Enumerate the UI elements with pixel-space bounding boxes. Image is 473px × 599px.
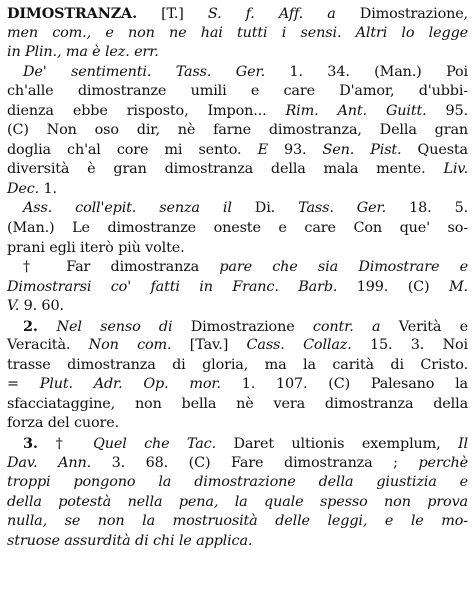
text-line — [7, 4, 468, 24]
text-run: sfacciataggine, non bella nè vera dimostranza della — [7, 395, 468, 412]
text-line — [7, 532, 468, 552]
text-run: † — [55, 436, 94, 453]
text-line — [7, 414, 468, 434]
italic-text: contr. a — [312, 318, 381, 335]
italic-text: S. f. Aff. a — [207, 6, 336, 22]
text-line — [7, 278, 468, 298]
text-run: = — [7, 376, 40, 393]
italic-text: Liv. — [443, 161, 468, 178]
italic-text: Dec. — [7, 180, 40, 197]
headword: 2. — [23, 317, 57, 335]
italic-text: Ass. coll'epit. senza il — [23, 200, 232, 217]
text-line — [7, 512, 468, 532]
text-run: 95. — [426, 102, 468, 119]
text-run: doglia ch'al core mi sento. — [7, 141, 258, 158]
italic-text: nulla, se non la mostruosità delle leggi, e le mo- — [7, 513, 468, 530]
text-run: 1. 34. (Man.) Poi — [265, 63, 468, 80]
text-line — [7, 102, 468, 122]
text-run: (C) Non oso dir, nè farne dimostranza, Della gran — [7, 122, 468, 139]
text-line — [7, 199, 468, 219]
text-run: Dimostrazione, — [335, 6, 468, 22]
text-line — [7, 297, 468, 317]
text-line — [7, 434, 468, 454]
text-run: 199. (C) — [337, 278, 449, 295]
italic-text: Nel senso di — [56, 318, 173, 335]
italic-text: Rim. Ant. Guitt. — [285, 102, 427, 119]
italic-text: M. — [448, 278, 468, 295]
text-run: ch'alle dimostranze umili e care D'amor, d'ubbi- — [7, 83, 468, 100]
text-line — [7, 160, 468, 180]
text-run: trasse dimostranza di gloria, ma la carità di Cristo. — [7, 356, 468, 373]
headword: 3. — [23, 435, 56, 453]
text-line — [7, 336, 468, 356]
text-line — [7, 219, 468, 239]
text-line — [7, 180, 468, 200]
text-line — [7, 63, 468, 83]
headword: DIMOSTRANZA. — [7, 5, 137, 22]
text-run: 1. 107. (C) Palesano la — [220, 376, 468, 393]
text-run: 18. 5. — [386, 200, 468, 217]
text-run: Dimostrazione — [172, 318, 313, 335]
text-line — [7, 43, 468, 63]
italic-text: Non com. — [88, 337, 172, 354]
text-run: 3. 68. (C) Fare dimostranza ; — [91, 454, 419, 471]
italic-text: De' sentimenti. Tass. Ger. — [23, 63, 266, 80]
italic-text: troppi pongono la dimostrazione della giustizia e — [7, 474, 468, 491]
text-run: dienza ebbe risposto, Impon... — [7, 102, 286, 119]
italic-text: perchè — [418, 454, 468, 471]
italic-text: Quel che Tac. — [93, 436, 217, 453]
italic-text: Dav. Ann. — [7, 454, 92, 471]
text-line — [7, 82, 468, 102]
text-line — [7, 317, 468, 337]
text-line — [7, 356, 468, 376]
text-line — [7, 473, 468, 493]
italic-text: Il — [458, 436, 468, 453]
text-run: Di. — [231, 200, 299, 217]
text-line — [7, 375, 468, 395]
italic-text: men com., e non ne hai tutti i sensi. Altri lo legge — [7, 24, 468, 41]
italic-text: V. — [7, 298, 20, 315]
text-run: [Tav.] — [171, 337, 247, 354]
text-line — [7, 121, 468, 141]
text-line — [7, 454, 468, 474]
text-line — [7, 395, 468, 415]
text-line — [7, 141, 468, 161]
text-line — [7, 239, 468, 259]
text-line — [7, 24, 468, 44]
text-run: [T.] — [136, 6, 208, 22]
text-run: 15. 3. Noi — [351, 337, 468, 354]
text-run: diversità è gran dimostranza della mala mente. — [7, 161, 444, 178]
italic-text: E — [257, 141, 268, 158]
italic-text: Sen. Pist. — [322, 141, 402, 158]
italic-text: Plut. Adr. Op. mor. — [39, 376, 221, 393]
text-run: 1. — [39, 180, 57, 197]
italic-text: in Plin., ma è lez. err. — [7, 44, 159, 61]
text-run: Daret ultionis exemplum, — [216, 436, 458, 453]
text-run: prani egli iterò più volte. — [7, 239, 185, 256]
text-run: (Man.) Le dimostranze oneste e care Con que' so- — [7, 220, 468, 237]
text-run: Questa — [401, 141, 468, 158]
italic-text: Dimostrarsi co' fatti in Franc. Barb. — [7, 278, 338, 295]
text-run: 9. 60. — [19, 298, 64, 315]
italic-text: struose assurdità di chi le applica. — [7, 532, 253, 549]
italic-text: della potestà nella pena, la quale spesso non prova — [7, 493, 468, 510]
text-run: † Far dimostranza — [23, 259, 220, 276]
italic-text: Cass. Collaz. — [246, 337, 352, 354]
text-line — [7, 493, 468, 513]
text-line — [7, 258, 468, 278]
entry-text — [7, 4, 468, 551]
text-run: Veracità. — [7, 337, 89, 354]
text-run: Verità e — [380, 318, 469, 335]
italic-text: pare che sia Dimostrare e — [219, 259, 468, 276]
text-run: 93. — [267, 141, 323, 158]
text-run: forza del cuore. — [7, 415, 120, 432]
italic-text: Tass. Ger. — [298, 200, 387, 217]
